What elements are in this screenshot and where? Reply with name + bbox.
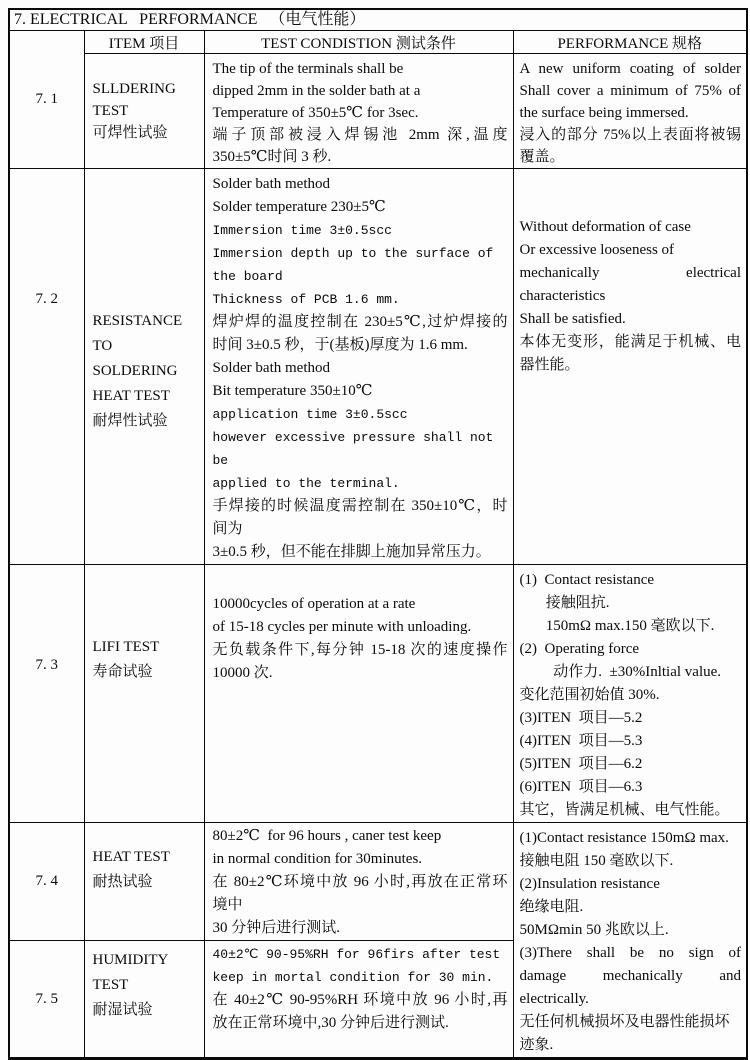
item-cell-life-test <box>84 565 204 823</box>
text-line: 变化范围初始值 30%. <box>519 687 660 703</box>
column-header-test-condition: TEST CONDISTION 测试条件 <box>204 31 513 54</box>
text-line: dipped 2mm in the solder bath at a <box>212 83 421 99</box>
text-line: (1) Contact resistance <box>519 572 655 588</box>
text-line: application time 3±0.5scc <box>212 407 408 422</box>
row-life-test <box>9 565 747 823</box>
text-line: 端子顶部被浸入焊锡池 2mm 深,温度 <box>212 127 508 143</box>
text-line: 可焊性试验 <box>92 125 168 141</box>
text-line: 150mΩ max.150 毫欧以下. <box>519 618 715 634</box>
text-line: Solder bath method <box>212 176 330 192</box>
text-line: 寿命试验 <box>92 664 153 680</box>
text-line: A new uniform coating of solder <box>519 61 741 77</box>
condition-cell-heat-test <box>204 823 513 941</box>
text-line: Bit temperature 350±10℃ <box>212 383 373 399</box>
text-line: LIFI TEST <box>92 639 160 655</box>
text-line: (2)Insulation resistance <box>519 876 660 892</box>
row-resistance-to-soldering-heat-test <box>9 169 747 565</box>
text-line: 耐湿试验 <box>92 1002 153 1018</box>
text-line: 时间 3±0.5 秒，于(基板)厚度为 1.6 mm. <box>212 337 468 353</box>
text-line: 在 40±2℃ 90-95%RH 环境中放 96 小时,再 <box>212 992 508 1008</box>
item-cell-humidity-test <box>84 941 204 1059</box>
text-line: SLLDERING <box>92 81 176 97</box>
text-line: HEAT TEST <box>92 388 170 404</box>
text-line: (5)ITEN 项目—6.2 <box>519 756 643 772</box>
performance-cell-heat-humidity-test <box>513 823 747 1059</box>
text-line: 其它，皆满足机械、电气性能。 <box>519 802 730 818</box>
text-line: (2) Operating force <box>519 641 640 657</box>
electrical-performance-table <box>8 8 748 1060</box>
text-line: TEST <box>92 977 129 993</box>
text-line: mechanically electrical <box>519 265 741 281</box>
text-line: 无任何机械损坏及电器性能损坏 <box>519 1014 730 1030</box>
text-line: Thickness of PCB 1.6 mm. <box>212 292 400 307</box>
performance-cell-life-test <box>513 565 747 823</box>
text-line: electrically. <box>519 991 589 1007</box>
text-line: damage mechanically and <box>519 968 741 984</box>
text-line: 50MΩmin 50 兆欧以上. <box>519 922 669 938</box>
text-line: HUMIDITY <box>92 952 169 968</box>
text-line: 间为 <box>212 521 243 537</box>
text-line: TO <box>92 338 113 354</box>
text-line: (3)ITEN 项目—5.2 <box>519 710 643 726</box>
text-line: 接触电阻 150 毫欧以下. <box>519 853 674 869</box>
text-line: 焊炉焊的温度控制在 230±5℃,过炉焊接的 <box>212 314 508 330</box>
text-line: the surface being immersed. <box>519 105 689 121</box>
row-number-7-2: 7. 2 <box>9 169 84 565</box>
text-line: the board <box>212 269 283 284</box>
text-line: Immersion depth up to the surface of <box>212 246 494 261</box>
text-line: 40±2℃ 90-95%RH for 96firs after test <box>212 947 501 962</box>
text-line: Or excessive looseness of <box>519 242 675 258</box>
text-line: 耐热试验 <box>92 874 153 890</box>
text-line: Shall cover a minimum of 75% of <box>519 83 741 99</box>
performance-cell-resistance-to-soldering-heat-test <box>513 169 747 565</box>
text-line: 覆盖。 <box>519 149 565 165</box>
performance-cell-soldering-test <box>513 54 747 169</box>
text-line: 本体无变形，能满足于机械、电 <box>519 334 741 350</box>
text-line: characteristics <box>519 288 606 304</box>
text-line: RESISTANCE <box>92 313 183 329</box>
section-title-row <box>9 9 747 31</box>
row-number-7-1: 7. 1 <box>9 31 84 169</box>
item-cell-soldering-test <box>84 54 204 169</box>
text-line: 3±0.5 秒，但不能在排脚上施加异常压力。 <box>212 544 491 560</box>
text-line: Temperature of 350±5℃ for 3sec. <box>212 105 419 121</box>
condition-cell-humidity-test <box>204 941 513 1059</box>
row-number-7-5: 7. 5 <box>9 941 84 1059</box>
column-header-performance: PERFORMANCE 规格 <box>513 31 747 54</box>
text-line: SOLDERING <box>92 363 178 379</box>
text-line: 器性能。 <box>519 357 580 373</box>
column-header-item: ITEM 项目 <box>84 31 204 54</box>
text-line: of 15-18 cycles per minute with unloading. <box>212 619 472 635</box>
header-row <box>9 31 747 54</box>
text-line: Solder bath method <box>212 360 330 376</box>
text-line: Solder temperature 230±5℃ <box>212 199 386 215</box>
row-number-7-3: 7. 3 <box>9 565 84 823</box>
text-line: however excessive pressure shall not be <box>212 430 502 468</box>
row-heat-test <box>9 823 747 941</box>
text-line: 80±2℃ for 96 hours , caner test keep <box>212 828 442 844</box>
condition-cell-life-test <box>204 565 513 823</box>
text-line: 耐焊性试验 <box>92 413 168 429</box>
text-line: The tip of the terminals shall be <box>212 61 404 77</box>
text-line: in normal condition for 30minutes. <box>212 851 423 867</box>
item-cell-heat-test <box>84 823 204 941</box>
text-line: HEAT TEST <box>92 849 170 865</box>
text-line: 绝缘电阻. <box>519 899 584 915</box>
text-line: 在 80±2℃环境中放 96 小时,再放在正常环 <box>212 874 508 890</box>
text-line: (3)There shall be no sign of <box>519 945 741 961</box>
section-title: 7. ELECTRICAL PERFORMANCE （电气性能） <box>9 9 747 31</box>
row-soldering-test <box>9 54 747 169</box>
text-line: 放在正常环境中,30 分钟后进行测试. <box>212 1015 449 1031</box>
text-line: 350±5℃时间 3 秒. <box>212 149 332 165</box>
text-line: 动作力. ±30%Inltial value. <box>519 664 722 680</box>
text-line: keep in mortal condition for 30 min. <box>212 970 494 985</box>
text-line: applied to the terminal. <box>212 476 400 491</box>
condition-cell-soldering-test <box>204 54 513 169</box>
text-line: 10000 次. <box>212 665 273 681</box>
row-number-7-4: 7. 4 <box>9 823 84 941</box>
text-line: 接触阻抗. <box>519 595 610 611</box>
item-cell-resistance-to-soldering-heat-test <box>84 169 204 565</box>
text-line: Shall be satisfied. <box>519 311 626 327</box>
text-line: 10000cycles of operation at a rate <box>212 596 416 612</box>
text-line: 境中 <box>212 897 243 913</box>
text-line: 浸入的部分 75%以上表面将被锡 <box>519 127 741 143</box>
condition-cell-resistance-to-soldering-heat-test <box>204 169 513 565</box>
text-line: TEST <box>92 103 129 119</box>
text-line: (1)Contact resistance 150mΩ max. <box>519 830 729 846</box>
text-line: Immersion time 3±0.5scc <box>212 223 392 238</box>
text-line: 无负载条件下,每分钟 15-18 次的速度操作 <box>212 642 508 658</box>
text-line: 迹象. <box>519 1037 554 1053</box>
text-line: Without deformation of case <box>519 219 691 235</box>
text-line: 手焊接的时候温度需控制在 350±10℃，时 <box>212 498 508 514</box>
text-line: 30 分钟后进行测试. <box>212 920 341 936</box>
text-line: (6)ITEN 项目—6.3 <box>519 779 643 795</box>
text-line: (4)ITEN 项目—5.3 <box>519 733 643 749</box>
